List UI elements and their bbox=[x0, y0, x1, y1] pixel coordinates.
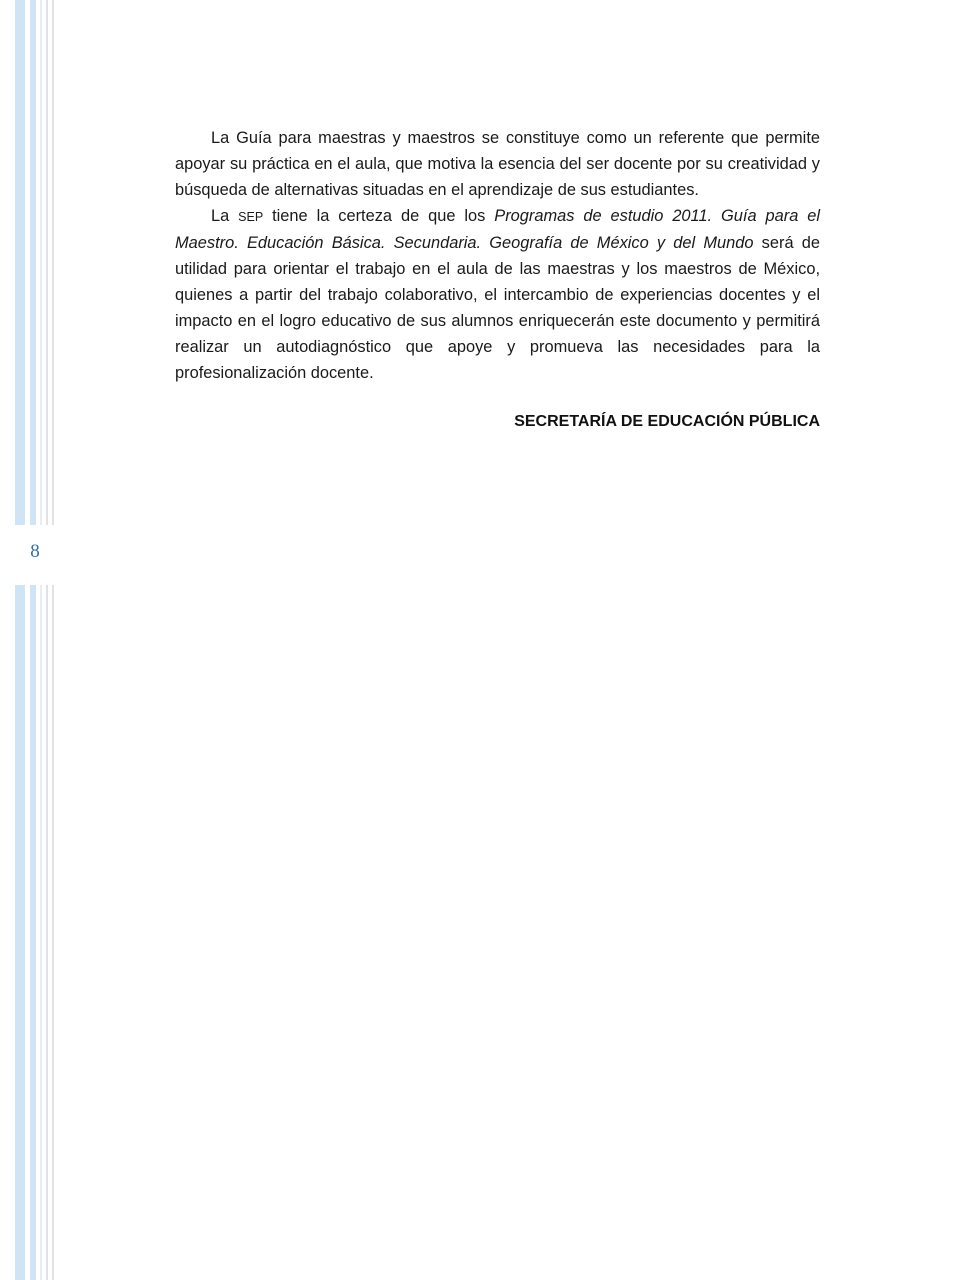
stripe bbox=[30, 0, 36, 525]
stripe bbox=[46, 0, 48, 525]
decorative-stripes-bottom bbox=[0, 585, 60, 1280]
stripe bbox=[40, 0, 42, 525]
paragraph-2-text-2: será de utilidad para orientar el trabajo en el aula de las maestras y los maestros de México, quienes a partir del trabajo colaborativo, el intercambio de experiencias docentes y el impacto en el logro educativo de sus alumnos enriquecerán este documento y permitirá realizar un autodiagnóstico que apoye y promueva las necesidades para la profesionalización docente. bbox=[175, 234, 820, 382]
body-text bbox=[175, 125, 820, 386]
stripe bbox=[15, 0, 25, 525]
stripe bbox=[52, 585, 54, 1280]
page-number: 8 bbox=[30, 541, 40, 562]
stripe bbox=[30, 585, 36, 1280]
paragraph-2-lead: La bbox=[211, 207, 239, 225]
stripe bbox=[40, 585, 42, 1280]
document-title: Programas de estudio 2011. Guía para el Maestro. Educación Básica. Secundaria. Geografía de México y del Mundo bbox=[175, 207, 820, 252]
paragraph-2-text-1: tiene la certeza de que los bbox=[263, 207, 495, 225]
decorative-stripes-top bbox=[0, 0, 60, 525]
paragraph-2 bbox=[175, 203, 820, 386]
signature: SECRETARÍA DE EDUCACIÓN PÚBLICA bbox=[514, 413, 820, 430]
sep-acronym: SEP bbox=[238, 210, 264, 224]
stripe bbox=[52, 0, 54, 525]
stripe bbox=[15, 585, 25, 1280]
stripe bbox=[46, 585, 48, 1280]
paragraph-1: La Guía para maestras y maestros se constituye como un referente que permite apoyar su práctica en el aula, que motiva la esencia del ser docente por su creatividad y búsqueda de alternativas situadas en el aprendizaje de sus estudiantes. bbox=[175, 129, 820, 199]
